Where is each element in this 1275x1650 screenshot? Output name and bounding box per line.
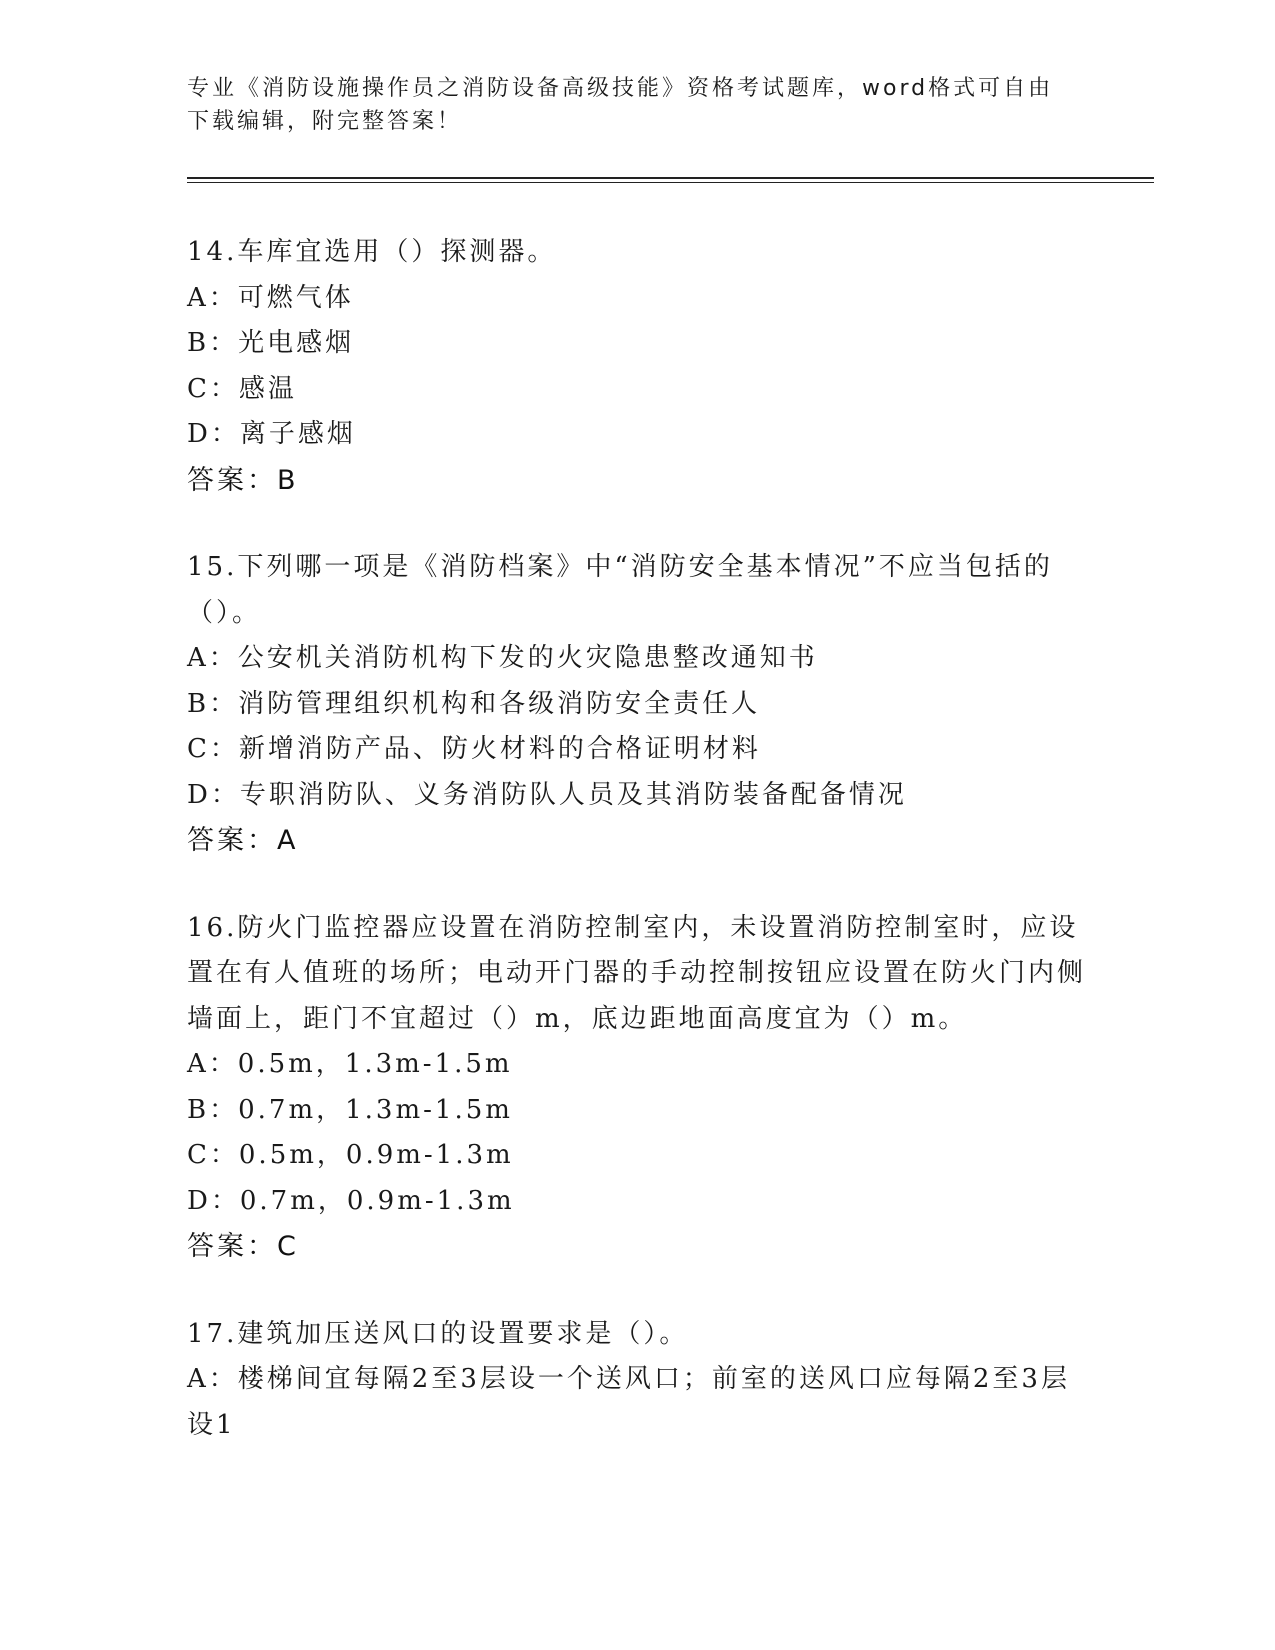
answer-line: 答案：C [187, 1231, 299, 1262]
question-stem: 14.车库宜选用（）探测器。 [187, 237, 557, 267]
question-16 [187, 906, 1087, 1270]
question-stem: 15.下列哪一项是《消防档案》中“消防安全基本情况”不应当包括的（）。 [187, 552, 1053, 628]
question-stem: 17.建筑加压送风口的设置要求是（）。 [187, 1318, 689, 1349]
option-c: C：新增消防产品、防火材料的合格证明材料 [187, 734, 761, 764]
option-d: D：离子感烟 [187, 419, 356, 449]
option-a: A：0.5m，1.3m-1.5m [187, 1049, 513, 1079]
option-c: C：0.5m，0.9m-1.3m [187, 1140, 514, 1170]
option-a: A：楼梯间宜每隔2至3层设一个送风口；前室的送风口应每隔2至3层设1 [187, 1364, 1070, 1440]
option-b: B：消防管理组织机构和各级消防安全责任人 [187, 688, 761, 719]
option-b: B：光电感烟 [187, 328, 355, 358]
question-15 [187, 545, 1087, 864]
option-d: D：专职消防队、义务消防队人员及其消防装备配备情况 [187, 779, 907, 810]
question-list [187, 230, 1087, 1490]
option-d: D：0.7m，0.9m-1.3m [187, 1185, 515, 1216]
header-divider-thin [187, 182, 1154, 183]
document-intro: 专业《消防设施操作员之消防设备高级技能》资格考试题库，word格式可自由下载编辑，附完整答案！ [187, 76, 1054, 134]
answer-line: 答案：B [187, 464, 299, 496]
answer-line: 答案：A [187, 825, 299, 856]
option-a: A：公安机关消防机构下发的火灾隐患整改通知书 [187, 643, 818, 673]
option-a: A：可燃气体 [187, 282, 354, 313]
question-17 [187, 1312, 1087, 1449]
question-14 [187, 230, 1087, 503]
option-b: B：0.7m，1.3m-1.5m [187, 1094, 513, 1125]
option-c: C：感温 [187, 373, 297, 404]
header-divider-thick [187, 177, 1154, 179]
question-stem: 16.防火门监控器应设置在消防控制室内，未设置消防控制室时，应设置在有人值班的场所；电动开门器的手动控制按钮应设置在防火门内侧墙面上，距门不宜超过（）m，底边距地面高度宜为（）m。 [187, 912, 1087, 1034]
